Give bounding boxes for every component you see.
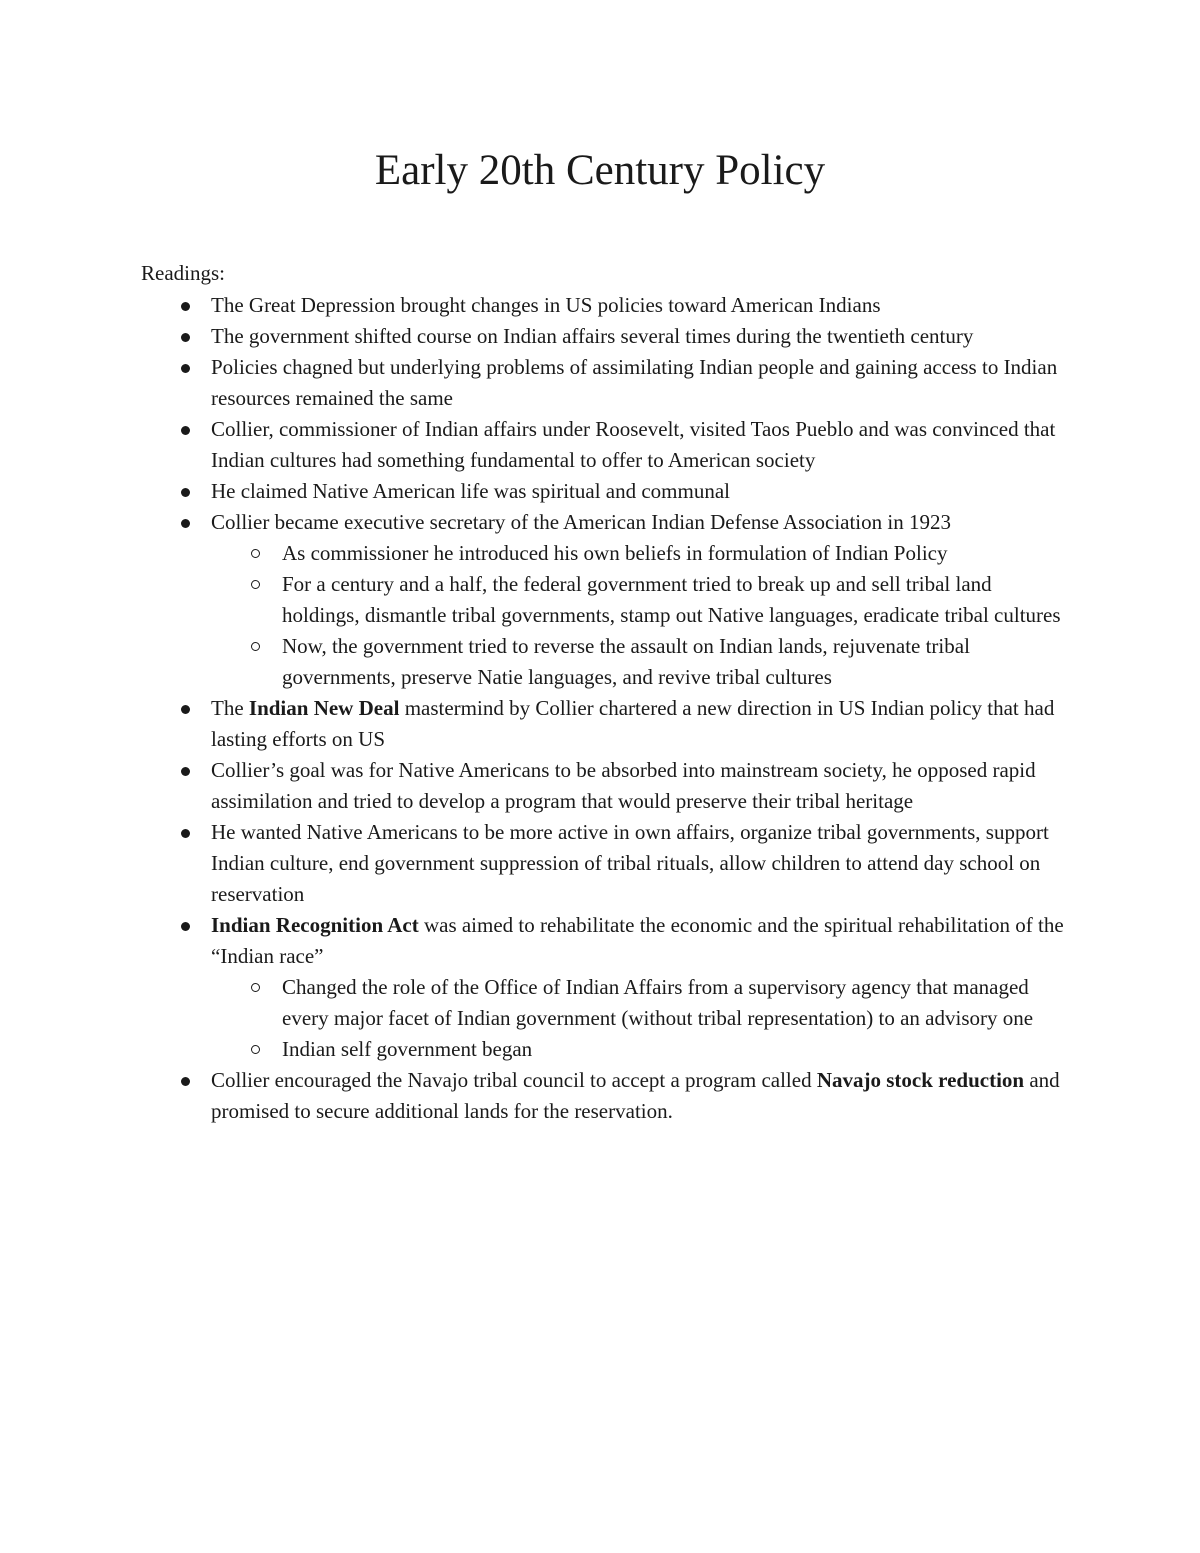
item-bold-term: Indian New Deal: [248, 696, 400, 720]
item-text: He wanted Native Americans to be more active in own affairs, organize tribal governments, support Indian culture, end government suppression of tribal rituals, allow children to attend day school on reservation: [211, 820, 1049, 906]
item-bold-term: Indian Recognition Act: [211, 913, 419, 937]
item-text-post: was aimed to rehabilitate the economic and the spiritual rehabilitation of the “Indian race”: [211, 913, 1064, 968]
sub-list: [211, 538, 1071, 693]
sub-list-item: [211, 1034, 1071, 1065]
sub-list-item: [211, 569, 1071, 631]
sub-item-text: As commissioner he introduced his own beliefs in formulation of Indian Policy: [282, 541, 948, 565]
sub-list-item: [211, 631, 1071, 693]
sub-list-item: [211, 972, 1071, 1034]
list-item: [141, 1065, 1071, 1127]
readings-label: Readings:: [141, 261, 225, 285]
item-text: The government shifted course on Indian affairs several times during the twentieth century: [211, 324, 974, 348]
sub-item-text: Now, the government tried to reverse the assault on Indian lands, rejuvenate tribal governments, preserve Natie languages, and revive tribal cultures: [282, 634, 970, 689]
list-item: [141, 817, 1071, 910]
list-item: [141, 290, 1071, 321]
sub-item-text: For a century and a half, the federal government tried to break up and sell tribal land holdings, dismantle tribal governments, stamp out Native languages, eradicate tribal cultures: [282, 572, 1061, 627]
readings-list: [141, 290, 1071, 1127]
sub-list-item: [211, 538, 1071, 569]
item-bold-term: Navajo stock reduction: [816, 1068, 1025, 1092]
list-item: [141, 755, 1071, 817]
list-item: [141, 414, 1071, 476]
list-item: [141, 321, 1071, 352]
item-text: Collier became executive secretary of the American Indian Defense Association in 1923: [211, 510, 951, 534]
list-item: [141, 693, 1071, 755]
item-text-post: mastermind by Collier chartered a new direction in US Indian policy that had lasting efforts on US: [211, 696, 1055, 751]
item-text: Collier’s goal was for Native Americans to be absorbed into mainstream society, he opposed rapid assimilation and tried to develop a program that would preserve their tribal heritage: [211, 758, 1036, 813]
item-text: Collier, commissioner of Indian affairs under Roosevelt, visited Taos Pueblo and was convinced that Indian cultures had something fundamental to offer to American society: [211, 417, 1056, 472]
item-text-pre: Collier encouraged the Navajo tribal council to accept a program called: [211, 1068, 817, 1092]
sub-item-text: Changed the role of the Office of Indian Affairs from a supervisory agency that managed every major facet of Indian government (without tribal representation) to an advisory one: [282, 975, 1034, 1030]
list-item: [141, 507, 1071, 693]
item-text-pre: The: [211, 696, 249, 720]
list-item: [141, 910, 1071, 1065]
list-item: [141, 476, 1071, 507]
item-text-post: and promised to secure additional lands for the reservation.: [211, 1068, 1060, 1123]
sub-list: [211, 972, 1071, 1065]
sub-item-text: Indian self government began: [282, 1037, 533, 1061]
item-text: He claimed Native American life was spiritual and communal: [211, 479, 730, 503]
item-text: Policies chagned but underlying problems of assimilating Indian people and gaining access to Indian resources remained the same: [211, 355, 1058, 410]
list-item: [141, 352, 1071, 414]
page-title: Early 20th Century Policy: [374, 147, 826, 194]
item-text: The Great Depression brought changes in US policies toward American Indians: [211, 293, 881, 317]
